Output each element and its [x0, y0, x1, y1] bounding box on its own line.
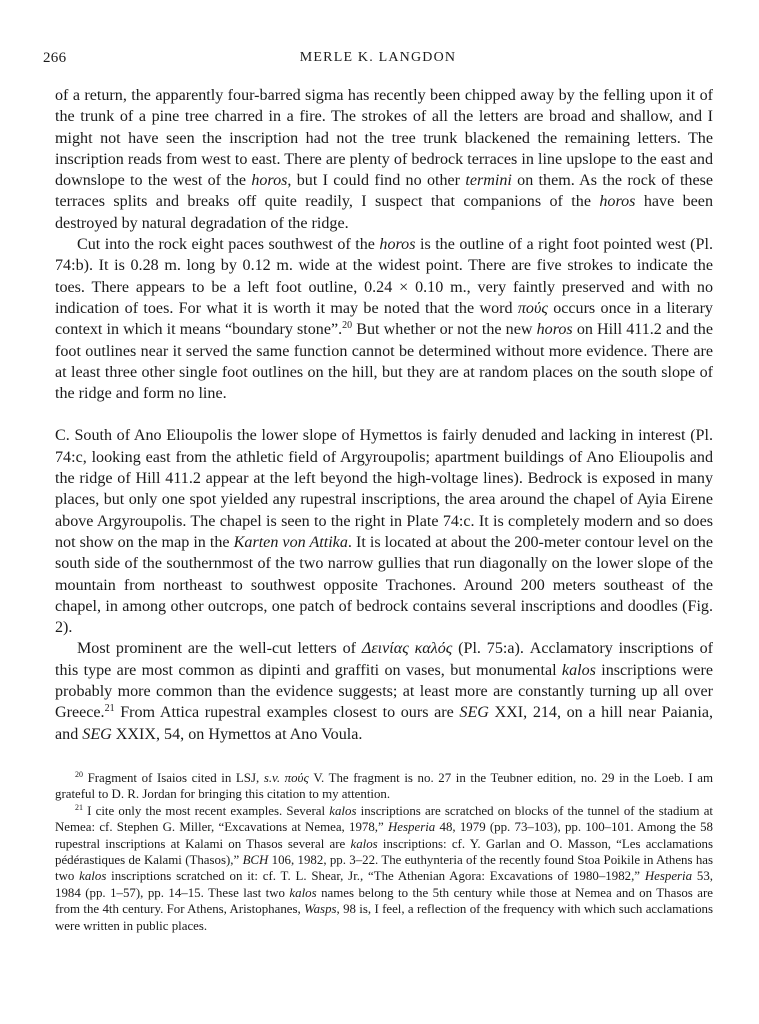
running-head: MERLE K. LANGDON	[299, 50, 457, 65]
greek-inscription: Δεινίας καλός	[361, 640, 453, 658]
page-number: 266	[43, 50, 67, 66]
footnote-ref-21[interactable]: 21	[104, 703, 115, 715]
paragraph-section-c: C. South of Ano Elioupolis the lower slope of Hymettos is fairly denuded and lacking in interest (Pl. 74:c, looking east from the athletic field of Argyroupolis; apartment buildings of Ano Elioupolis and the ridge of Hill 411.2 appear at the left beyond the high-voltage lines). Bedrock is exposed in many places, but only one spot yielded any rupestral inscriptions, the area around the chapel of Ayia Eirene above Argyroupolis. The chapel is seen to the right in Plate 74:c. It is completely modern and so does not show on the map in the Karten von Attika. It is located at about the 200-meter contour level on the south side of the southernmost of the two narrow gullies that run diagonally on the lower slope of the mountain from northeast to southwest opposite Trachones. Around 200 meters southeast of the chapel, in among other outcrops, one patch of bedrock contains several inscriptions and doodles (Fig. 2).	[55, 427, 714, 637]
paragraph: Most prominent are the well-cut letters of Δεινίας καλός (Pl. 75:a). Acclamatory inscriptions of this type are most common as dipinti and graffiti on vases, but monumental kalos inscriptions were probably more common than the evidence suggests; at least more are constantly turning up all over Greece.$^{21}$ From Attica rupestral examples closest to ours are SEG XXI, 214, on a hill near Paiania, and SEG XXIX, 54, on Hymettos at Ano Voula.	[55, 640, 713, 743]
footnote-number: 20	[75, 770, 83, 780]
footnote-ref-20[interactable]: 20	[342, 320, 353, 332]
paragraph: Cut into the rock eight paces southwest of the horos is the outline of a right foot pointed west (Pl. 74:b). It is 0.28 m. long by 0.12 m. wide at the widest point. There are five strokes to indicate the toes. There appears to be a left foot outline, 0.24 × 0.10 m., very faintly preserved and with no indication of toes. For what it is worth it may be noted that the word πούς occurs once in a literary context in which it means “boundary stone”.$^{20}$ But whether or not the new horos on Hill 411.2 and the foot outlines near it served the same function cannot be determined without more evidence. There are at least three other single foot outlines on the hill, but they are at random places on the south slope of the ridge and form no line.	[55, 236, 714, 403]
footnote-number: 21	[75, 803, 83, 813]
paragraph: of a return, the apparently four-barred sigma has recently been chipped away by the felling upon it of the trunk of a pine tree charred in a fire. The strokes of all the letters are broad and shallow, and I might not have seen the inscription had not the tree trunk blackened the remaining letters. The inscription reads from west to east. There are plenty of bedrock terraces in line upslope to the east and downslope to the west of the horos, but I could find no other termini on them. As the rock of these terraces splits and breaks off quite readily, I suspect that companions of the horos have been destroyed by natural degradation of the ridge.	[55, 87, 714, 232]
page-header	[43, 50, 713, 72]
footnote-21: $^{21}$ I cite only the most recent examples. Several kalos inscriptions are scratched on blocks of the tunnel of the stadium at Nemea: cf. Stephen G. Miller, “Excavations at Nemea, 1978,” Hesperia 48, 1979 (pp. 73–103), pp. 100–101. Among the 58 rupestral inscriptions at Kalami on Thasos several are kalos inscriptions: cf. Y. Garlan and O. Masson, “Les acclamations pédérastiques de Kalami (Thasos),” BCH 106, 1982, pp. 3–22. The euthynteria of the recently found Stoa Poikile in Athens has two kalos inscriptions scratched on it: cf. T. L. Shear, Jr., “The Athenian Agora: Excavations of 1980–1982,” Hesperia 53, 1984 (pp. 1–57), pp. 14–15. These last two kalos names belong to the 5th century while those at Nemea and on Thasos are from the 4th century. For Athens, Aristophanes, Wasps, 98 is, I feel, a reflection of the frequency with which such acclamations were written in public places.	[55, 803, 713, 933]
body-text	[55, 85, 713, 745]
footnotes	[55, 770, 713, 934]
footnote-20: $^{20}$ Fragment of Isaios cited in LSJ, s.v. πούς V. The fragment is no. 27 in the Teubner edition, no. 29 in the Loeb. I am grateful to D. R. Jordan for bringing this citation to my attention.	[55, 770, 713, 802]
greek-word: πούς	[517, 299, 548, 317]
